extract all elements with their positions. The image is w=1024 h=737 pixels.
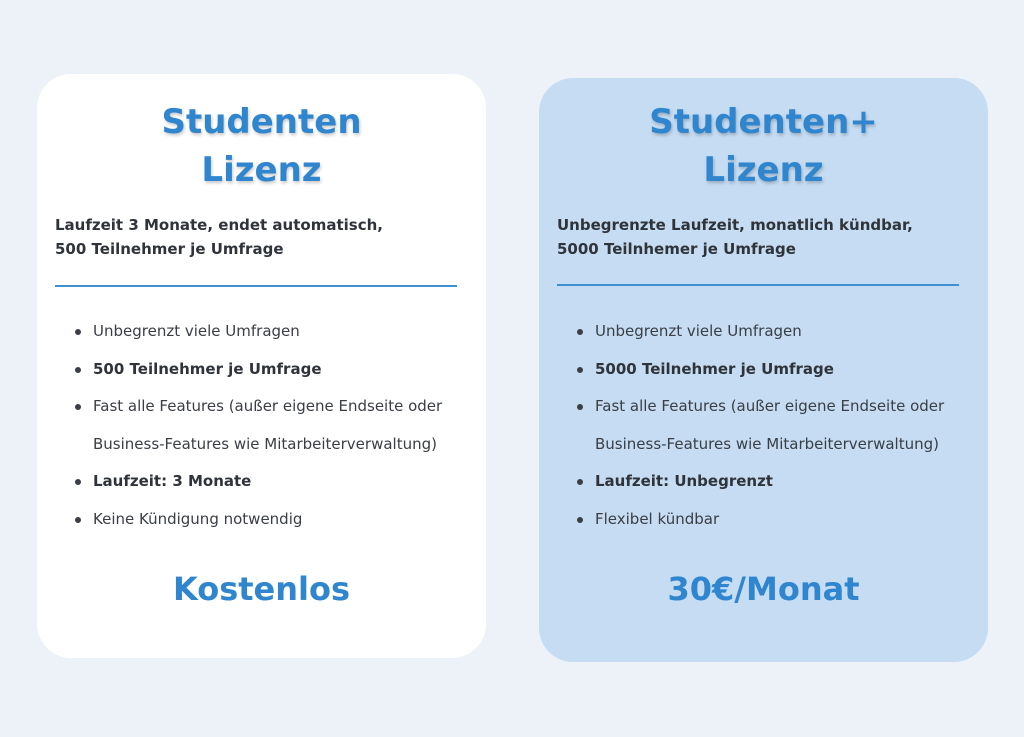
plan-title: [37, 98, 486, 194]
feature-list: [75, 313, 475, 538]
plan-title-line: Studenten: [161, 102, 362, 142]
feature-text: Laufzeit: 3 Monate: [93, 472, 252, 490]
plan-title-line: Studenten+: [649, 102, 878, 142]
plan-price: Kostenlos: [172, 570, 351, 608]
feature-text: Business-Features wie Mitarbeiterverwaltung): [595, 434, 939, 453]
plan-subtitle-line: 5000 Teilnhemer je Umfrage: [557, 240, 796, 258]
feature-item: [577, 313, 977, 351]
plan-divider: [55, 285, 457, 287]
feature-text: Business-Features wie Mitarbeiterverwaltung): [93, 434, 437, 453]
bullet-icon: [75, 404, 81, 410]
feature-text: Fast alle Features (außer eigene Endseite oder: [93, 397, 443, 415]
bullet-icon: [75, 479, 81, 485]
bullet-icon: [577, 479, 583, 485]
bullet-icon: [75, 367, 81, 373]
bullet-icon: [75, 329, 81, 335]
plan-title-line: Lizenz: [201, 150, 322, 190]
feature-item: [75, 388, 475, 463]
feature-item: [577, 388, 977, 463]
feature-text: 5000 Teilnehmer je Umfrage: [595, 359, 834, 378]
plan-subtitle-line: 500 Teilnehmer je Umfrage: [55, 240, 284, 258]
feature-list: [577, 313, 977, 538]
feature-item: [577, 463, 977, 501]
feature-text: Flexibel kündbar: [595, 509, 720, 528]
bullet-icon: [577, 404, 583, 410]
plan-subtitle-line: Laufzeit 3 Monate, endet automatisch,: [55, 216, 383, 234]
feature-item: [75, 501, 475, 539]
feature-item: [75, 313, 475, 351]
feature-text: Unbegrenzt viele Umfragen: [595, 322, 802, 340]
plan-subtitle: [557, 213, 962, 261]
bullet-icon: [577, 329, 583, 335]
feature-text: Fast alle Features (außer eigene Endseite oder: [595, 397, 945, 415]
feature-item: [75, 463, 475, 501]
plan-price: 30€/Monat: [667, 570, 860, 608]
plan-subtitle: [55, 213, 460, 261]
plan-card-studenten-plus: [539, 78, 988, 662]
plan-divider: [557, 284, 959, 286]
feature-text: Laufzeit: Unbegrenzt: [595, 472, 773, 490]
feature-item: [577, 501, 977, 539]
feature-text: Keine Kündigung notwendig: [93, 509, 303, 528]
plan-card-studenten: [37, 74, 486, 658]
plan-subtitle-line: Unbegrenzte Laufzeit, monatlich kündbar,: [557, 216, 913, 234]
feature-item: [577, 351, 977, 389]
feature-item: [75, 351, 475, 389]
bullet-icon: [577, 367, 583, 373]
plan-title-line: Lizenz: [703, 150, 824, 190]
bullet-icon: [75, 517, 81, 523]
bullet-icon: [577, 517, 583, 523]
plan-title: [539, 98, 988, 194]
feature-text: 500 Teilnehmer je Umfrage: [93, 359, 322, 378]
feature-text: Unbegrenzt viele Umfragen: [93, 322, 300, 340]
